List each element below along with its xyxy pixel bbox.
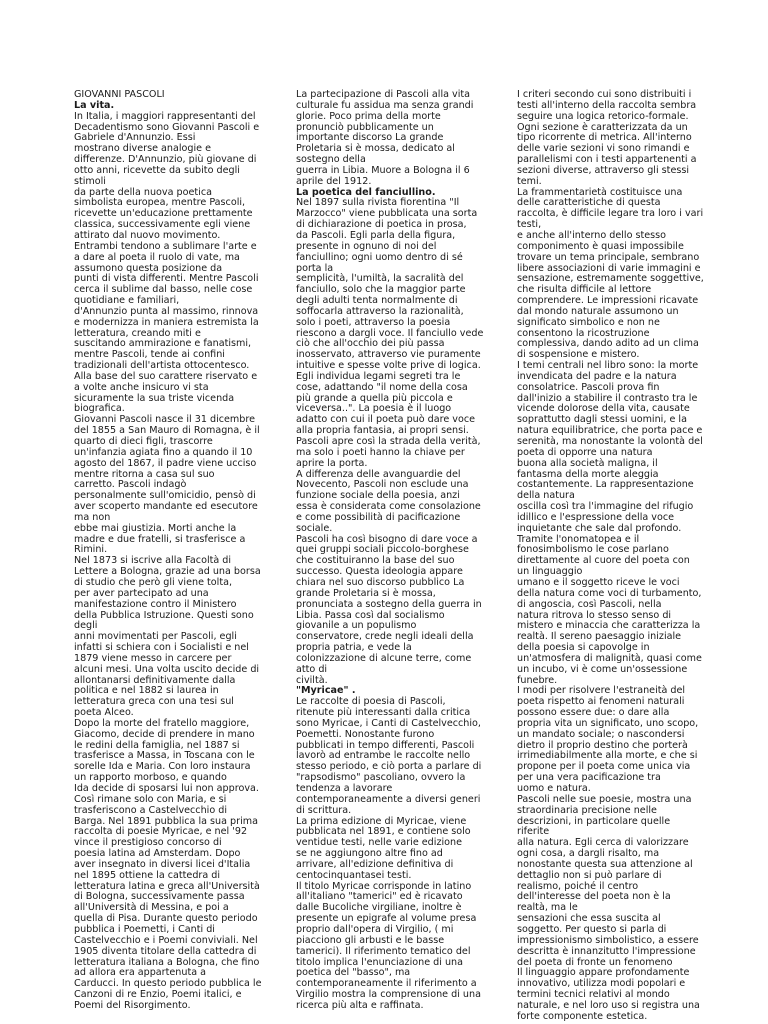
text-line: ebbe mai giustizia. Morti anche la	[74, 522, 237, 534]
text-line: inquietante che sale dal profondo.	[517, 522, 682, 534]
text-line: quarto di dieci figli, trascorre	[74, 436, 213, 447]
text-line: contemporaneamente il riferimento a	[296, 978, 477, 990]
text-line: aprile del 1912.	[296, 175, 372, 187]
text-line: dettaglio non si può parlare di	[517, 869, 662, 881]
text-line: delle varie sezioni vi sono rimandi e	[517, 143, 690, 155]
text-line: presente in ognuno di noi del	[296, 240, 437, 252]
text-line: e anche all'interno dello stesso	[517, 229, 667, 241]
document-title: GIOVANNI PASCOLI	[74, 89, 165, 100]
text-line: "rapsodismo" pascoliano, ovvero la	[296, 772, 466, 784]
text-line: un linguaggio	[517, 566, 583, 578]
text-line: Proletaria si è mossa, dedicato al	[296, 143, 455, 155]
text-line: di angoscia, così Pascoli, nella	[517, 598, 662, 610]
text-line: piacciono gli arbusti e le basse	[296, 934, 445, 946]
text-line: La prima edizione di Myricae, viene	[296, 815, 467, 827]
text-line: della poesia si capovolge in	[517, 642, 650, 654]
text-line: da parte della nuova poetica	[74, 186, 212, 198]
text-line: inosservato, attraverso vie puramente	[296, 349, 481, 361]
text-line: libere associazioni di varie immagini e	[517, 262, 701, 274]
text-line: agosto del 1867, il padre viene ucciso	[74, 457, 257, 469]
text-line: parallelismi con i testi appartenenti a	[517, 154, 697, 166]
section-heading: La vita.	[74, 99, 115, 111]
text-line: di Bologna, successivamente passa	[74, 891, 245, 903]
text-line: straordinaria precisione nelle	[517, 804, 657, 816]
text-line: ricerca più alta e raffinata.	[296, 999, 424, 1011]
text-line: contemporaneamente a diversi generi	[296, 793, 481, 805]
text-line: fanciullino; ogni uomo dentro di sé	[296, 251, 463, 263]
text-line: un'atmosfera di malignità, quasi come	[517, 652, 702, 664]
text-line: mentre Pascoli, tende ai confini	[74, 349, 225, 361]
text-line: 1879 viene messo in carcere per	[74, 652, 232, 664]
text-line: un incubo, vi è come un'ossessione	[517, 663, 688, 675]
text-line: essa è considerata come consolazione	[296, 501, 481, 513]
text-line: ogni cosa, a dargli risalto, ma	[517, 848, 660, 860]
text-line: attirato dal nuovo movimento.	[74, 229, 221, 241]
text-line: quei gruppi sociali piccolo-borghese	[296, 544, 469, 556]
text-line: Le raccolte di poesia di Pascoli,	[296, 696, 446, 708]
text-line: invendicata del padre e la natura	[517, 370, 677, 382]
text-line: suscitando ammirazione e fanatismi,	[74, 338, 252, 350]
text-line: poesia latina ad Amsterdam. Dopo	[74, 848, 241, 860]
text-line: funebre.	[517, 674, 558, 686]
text-line: titolo implica l'enunciazione di una	[296, 956, 463, 968]
text-line: tamerici). Il riferimento tematico del	[296, 945, 471, 957]
text-line: poetica del "basso", ma	[296, 967, 411, 979]
text-line: della natura	[517, 490, 575, 502]
text-line: sicuramente la sua triste vicenda	[74, 392, 235, 404]
text-line: descrizioni, in particolare quelle	[517, 815, 671, 827]
text-line: trasferisce a Massa, in Toscana con le	[74, 750, 255, 762]
text-line: letteratura italiana a Bologna, che fino	[74, 956, 260, 968]
text-line: ventidue testi, nelle varie edizione	[296, 837, 462, 849]
text-line: classica, successivamente egli viene	[74, 219, 251, 231]
text-line: dal mondo naturale assumono un	[517, 305, 679, 317]
text-line: aver insegnato in diversi licei d'Italia	[74, 858, 251, 870]
text-line: buona alla società maligna, il	[517, 457, 658, 469]
text-line: Marzocco" viene pubblicata una sorta	[296, 208, 478, 220]
text-line: impressionismo simbolistico, a essere	[517, 934, 699, 946]
text-line: cerca il sublime dal basso, nelle cose	[74, 284, 253, 296]
text-line: dall'inizio a stabilire il contrasto tra le	[517, 392, 698, 404]
text-line: raccolta, è difficile legare tra loro i vari	[517, 208, 704, 220]
text-line: I temi centrali nel libro sono: la morte	[517, 360, 699, 372]
text-line: fantasma della morte aleggia	[517, 468, 659, 480]
text-line: Così rimane solo con Maria, e si	[74, 793, 227, 805]
text-line: oscilla così tra l'immagine del rifugio	[517, 501, 694, 513]
text-line: Rimini.	[74, 544, 108, 556]
text-line: civiltà.	[296, 674, 328, 686]
text-line: poeta di opporre una natura	[517, 446, 653, 458]
text-line: ricevette un'educazione prettamente	[74, 208, 253, 220]
text-line: sorelle Ida e Maria. Con loro instaura	[74, 761, 251, 773]
text-line: trovare un tema principale, sembrano	[517, 251, 700, 263]
text-line: tradizionali dell'artista ottocentesco.	[74, 360, 250, 372]
text-column-3	[517, 90, 722, 1023]
text-line: La frammentarietà costituisce una	[517, 186, 683, 198]
text-line: sostegno della	[296, 154, 366, 166]
text-line: anni movimentati per Pascoli, egli	[74, 631, 237, 643]
text-line: un rapporto morboso, e quando	[74, 772, 227, 784]
text-line: degli adulti tenta normalmente di	[296, 295, 458, 307]
text-line: significato simbolico e non ne	[517, 316, 660, 328]
text-line: alla propria fantasia, ai propri sensi.	[296, 425, 469, 437]
text-line: madre e due fratelli, si trasferisce a	[74, 533, 246, 545]
text-line: costantemente. La rappresentazione	[517, 479, 694, 491]
text-line: descritta è innanzitutto l'impressione	[517, 945, 696, 957]
text-line: Il titolo Myricae corrisponde in latino	[296, 880, 472, 892]
text-line: sezioni diverse, attraverso gli stessi	[517, 164, 690, 176]
text-line: alcuni mesi. Una volta uscito decide di	[74, 663, 260, 675]
text-line: poeta Alceo.	[74, 707, 134, 719]
text-line: Canzoni di re Enzio, Poemi italici, e	[74, 989, 242, 1001]
text-line: manifestazione contro il Ministero	[74, 598, 237, 610]
text-line: Gabriele d'Annunzio. Essi	[74, 132, 196, 144]
text-line: che risulta difficile al lettore	[517, 284, 652, 296]
text-line: La partecipazione di Pascoli alla vita	[296, 89, 471, 100]
text-line: Castelvecchio e i Poemi conviviali. Nel	[74, 934, 258, 946]
text-line: aprire la porta.	[296, 457, 368, 469]
text-line: A differenza delle avanguardie del	[296, 468, 461, 480]
text-line: Pascoli nelle sue poesie, mostra una	[517, 793, 692, 805]
text-line: pubblicata nel 1891, e contiene solo	[296, 826, 471, 838]
text-line: stimoli	[74, 175, 106, 187]
text-line: letteratura latina e greca all'Università	[74, 880, 260, 892]
text-line: di dichiarazione di poetica in prosa,	[296, 219, 467, 231]
text-line: soffocarla attraverso la razionalità,	[296, 305, 464, 317]
text-line: successo. Questa ideologia appare	[296, 566, 463, 578]
text-line: fonosimbolismo le cose parlano	[517, 544, 669, 556]
text-column-1	[74, 90, 274, 1012]
text-line: consolatrice. Pascoli prova fin	[517, 381, 660, 393]
text-line: culturale fu assidua ma senza grandi	[296, 99, 474, 111]
text-line: Egli individua legami segreti tra le	[296, 370, 461, 382]
text-line: Tramite l'onomatopea e il	[517, 533, 640, 545]
text-line: atto di	[296, 663, 328, 675]
text-line: a volte anche insicuro vi sta	[74, 381, 209, 393]
text-line: le redini della famiglia, nel 1887 si	[74, 739, 240, 751]
text-line: natura ritrova lo stesso senso di	[517, 609, 672, 621]
text-line: Dopo la morte del fratello maggiore,	[74, 717, 250, 729]
text-line: natura equilibratrice, che porta pace e	[517, 425, 703, 437]
text-line: assumono questa posizione da	[74, 262, 223, 274]
text-line: forte componente estetica.	[517, 1010, 648, 1022]
text-line: dell'interesse del poeta non è la	[517, 891, 671, 903]
text-line: adatto con cui il poeta può dare voce	[296, 414, 476, 426]
text-line: semplicità, l'umiltà, la sacralità del	[296, 273, 464, 285]
text-line: In Italia, i maggiori rappresentanti del	[74, 110, 256, 122]
text-line: nel 1895 ottiene la cattedra di	[74, 869, 221, 881]
text-line: pronunciò pubblicamente un	[296, 121, 434, 133]
text-line: uomo e natura.	[517, 783, 591, 794]
text-line: Barga. Nel 1891 pubblica la sua prima	[74, 815, 258, 827]
text-line: vince il prestigioso concorso di	[74, 837, 222, 849]
text-line: giovanile a un populismo	[296, 620, 417, 632]
text-line: porta la	[296, 262, 334, 274]
text-line: Giovanni Pascoli nasce il 31 dicembre	[74, 414, 255, 426]
text-line: consentono la ricostruzione	[517, 327, 650, 339]
text-line: importante discorso La grande	[296, 132, 444, 144]
text-line: nonostante questa sua attenzione al	[517, 858, 693, 870]
text-line: propria vita un significato, uno scopo,	[517, 717, 699, 729]
text-line: centocinquantasei testi.	[296, 869, 412, 881]
text-line: arrivare, all'edizione definitiva di	[296, 858, 454, 870]
text-line: cose, adattando "il nome della cosa	[296, 381, 468, 393]
text-line: Carducci. In questo periodo pubblica le	[74, 978, 262, 990]
text-line: d'Annunzio punta al massimo, rinnova	[74, 305, 259, 317]
text-line: all'Università di Messina, e poi a	[74, 902, 229, 914]
text-line: di studio che però gli viene tolta,	[74, 576, 233, 588]
text-line: innovativo, utilizza modi popolari e	[517, 978, 686, 990]
text-line: poeta rispetto ai fenomeni naturali	[517, 696, 685, 708]
text-line: irrimediabilmente alla morte, e che si	[517, 750, 698, 762]
text-line: punti di vista differenti. Mentre Pascoli	[74, 273, 259, 285]
text-line: Virgilio mostra la comprensione di una	[296, 989, 481, 1001]
text-line: otto anni, ricevette da subito degli	[74, 164, 240, 176]
text-line: per aver partecipato ad una	[74, 587, 209, 599]
text-line: dalle Bucoliche virgiliane, inoltre è	[296, 902, 462, 914]
text-line: mostrano diverse analogie e	[74, 143, 212, 155]
text-line: degli	[74, 620, 98, 632]
text-line: ritenute più interessanti dalla critica	[296, 707, 471, 719]
text-line: di scrittura.	[296, 804, 352, 816]
text-line: Poemetti. Nonostante furono	[296, 728, 435, 740]
text-line: Nel 1873 si iscrive alla Facoltà di	[74, 555, 232, 567]
text-line: seguire una logica retorico-formale.	[517, 110, 689, 122]
text-line: e come possibilità di pacificazione	[296, 511, 461, 523]
text-line: temi.	[517, 175, 542, 187]
text-line: ad allora era appartenuta a	[74, 967, 207, 979]
text-line: riferite	[517, 826, 550, 838]
text-line: sensazione, estremamente soggettive,	[517, 273, 704, 285]
text-column-2	[296, 90, 499, 1012]
text-line: ma non	[74, 511, 111, 523]
text-line: direttamente al cuore del poeta con	[517, 555, 690, 567]
text-line: realtà. Il sereno paesaggio iniziale	[517, 631, 682, 643]
text-line: grande Proletaria si è mossa,	[296, 587, 436, 599]
text-line: se ne aggiungono altre fino ad	[296, 848, 443, 860]
text-line: I modi per risolvere l'estraneità del	[517, 685, 686, 697]
text-line: raccolta di poesie Myricae, e nel '92	[74, 826, 248, 838]
text-line: vicende dolorose della vita, causate	[517, 403, 690, 415]
text-line: intuitive e spesse volte prive di logica.	[296, 360, 481, 372]
text-line: colonizzazione di alcune terre, come	[296, 652, 472, 664]
text-line: soprattutto dagli stessi uomini, e la	[517, 414, 687, 426]
section-heading: La poetica del fanciullino.	[296, 186, 436, 198]
text-line: personalmente sull'omicidio, pensò di	[74, 490, 256, 502]
text-line: glorie. Poco prima della morte	[296, 110, 441, 122]
text-line: quotidiane e familiari,	[74, 295, 180, 307]
text-line: solo i poeti, attraverso la poesia	[296, 316, 451, 328]
text-line: un'infanzia agiata fino a quando il 10	[74, 446, 253, 458]
text-line: viceversa..". La poesia è il luogo	[296, 403, 452, 415]
text-line: presente un epigrafe al volume presa	[296, 913, 477, 925]
text-line: e modernizza in maniera estremista la	[74, 316, 259, 328]
text-line: fanciullo, solo che la maggior parte	[296, 284, 466, 296]
text-line: da Pascoli. Egli parla della figura,	[296, 229, 456, 241]
text-line: alla natura. Egli cerca di valorizzare	[517, 837, 689, 849]
text-line: simbolista europea, mentre Pascoli,	[74, 197, 246, 209]
text-line: del poeta di fronte un fenomeno	[517, 956, 673, 968]
text-line: un mandato sociale; o nascondersi	[517, 728, 685, 740]
text-line: letteratura greca con una tesi sul	[74, 696, 234, 708]
text-line: complessiva, dando adito ad un clima	[517, 338, 699, 350]
text-line: proprio dall'opera di Virgilio, ( mi	[296, 923, 454, 935]
text-line: aver scoperto mandante ed esecutore	[74, 501, 258, 513]
text-line: ma solo i poeti hanno la chiave per	[296, 446, 465, 458]
text-line: umano e il soggetto riceve le voci	[517, 576, 680, 588]
text-line: pubblicati in tempo differenti, Pascoli	[296, 739, 475, 751]
text-line: tipo ricorrente di metrica. All'interno	[517, 132, 692, 144]
text-line: realismo, poiché il centro	[517, 880, 639, 892]
text-line: Giacomo, decide di prendere in mano	[74, 728, 255, 740]
text-line: Ida decide di sposarsi lui non approva.	[74, 783, 259, 794]
text-line: tendenza a lavorare	[296, 783, 393, 794]
text-line: mistero e minaccia che caratterizza la	[517, 620, 701, 632]
section-heading: "Myricae" .	[296, 685, 356, 697]
text-line: serenità, ma nonostante la volontà del	[517, 436, 703, 447]
text-line: stesso periodo, e ciò porta a parlare di	[296, 761, 482, 773]
text-line: Nel 1897 sulla rivista fiorentina "Il	[296, 197, 460, 209]
text-line: infatti si schiera con i Socialisti e nel	[74, 642, 249, 654]
text-line: allontanarsi definitivamente dalla	[74, 674, 236, 686]
text-line: della Pubblica Istruzione. Questi sono	[74, 609, 254, 621]
text-line: dietro il proprio destino che porterà	[517, 739, 688, 751]
text-line: all'italiano "tamerici" ed è ricavato	[296, 891, 463, 903]
text-line: a dare al poeta il ruolo di vate, ma	[74, 251, 240, 263]
text-line: Poemi del Risorgimento.	[74, 999, 191, 1011]
text-line: carretto. Pascoli indagò	[74, 479, 187, 491]
text-line: Il linguaggio appare profondamente	[517, 967, 690, 979]
text-line: componimento è quasi impossibile	[517, 240, 684, 252]
text-line: Entrambi tendono a sublimare l'arte e	[74, 240, 257, 252]
text-line: riescono a dargli voce. Il fanciullo vede	[296, 327, 484, 339]
text-line: propria patria, e vede la	[296, 642, 412, 654]
text-line: delle caratteristiche di questa	[517, 197, 661, 209]
text-line: pronunciata a sostegno della guerra in	[296, 598, 482, 610]
text-line: politica e nel 1882 si laurea in	[74, 685, 219, 697]
text-line: della natura come voci di turbamento,	[517, 587, 702, 599]
text-line: funzione sociale della poesia, anzi	[296, 490, 460, 502]
text-line: Ogni sezione è caratterizzata da un	[517, 121, 688, 133]
text-line: possono essere due: o dare alla	[517, 707, 670, 719]
text-line: Alla base del suo carattere riservato e	[74, 370, 258, 382]
text-line: Libia. Passa così dal socialismo	[296, 609, 445, 621]
text-line: testi all'interno della raccolta sembra	[517, 99, 697, 111]
text-line: per una vera pacificazione tra	[517, 772, 661, 784]
text-line: sono Myricae, i Canti di Castelvecchio,	[296, 717, 481, 729]
text-line: lavorò ad entrambe le raccolte nello	[296, 750, 471, 762]
text-line: idillico e l'espressione della voce	[517, 511, 675, 523]
text-line: Decadentismo sono Giovanni Pascoli e	[74, 121, 260, 133]
text-line: ciò che all'occhio dei più passa	[296, 338, 445, 350]
text-line: mentre ritorna a casa sul suo	[74, 468, 215, 480]
text-line: 1905 diventa titolare della cattedra di	[74, 945, 257, 957]
text-line: Pascoli apre così la strada della verità,	[296, 436, 481, 447]
text-line: termini tecnici relativi al mondo	[517, 989, 670, 1001]
text-line: quella di Pisa. Durante questo periodo	[74, 913, 258, 925]
text-line: conservatore, crede negli ideali della	[296, 631, 474, 643]
text-line: Pascoli ha così bisogno di dare voce a	[296, 533, 478, 545]
text-line: testi,	[517, 219, 542, 231]
text-line: sociale.	[296, 522, 333, 534]
text-line: biografica.	[74, 403, 125, 415]
text-line: letteratura, creando miti e	[74, 327, 201, 339]
text-line: guerra in Libia. Muore a Bologna il 6	[296, 164, 470, 176]
text-line: più grande a quella più piccola e	[296, 392, 453, 404]
text-line: propone per il poeta come unica via	[517, 761, 691, 773]
text-line: sensazioni che essa suscita al	[517, 913, 661, 925]
text-line: comprendere. Le impressioni ricavate	[517, 295, 699, 307]
text-line: Lettere a Bologna, grazie ad una borsa	[74, 566, 261, 578]
text-line: differenze. D'Annunzio, più giovane di	[74, 154, 257, 166]
text-line: naturale, e nel loro uso si registra una	[517, 999, 700, 1011]
text-line: trasferiscono a Castelvecchio di	[74, 804, 227, 816]
text-line: di sospensione e mistero.	[517, 349, 640, 361]
text-line: soggetto. Per questo si parla di	[517, 923, 667, 935]
text-line: realtà, ma le	[517, 902, 578, 914]
text-line: che costituiranno la base del suo	[296, 555, 455, 567]
text-line: chiara nel suo discorso pubblico La	[296, 576, 465, 588]
text-line: Novecento, Pascoli non esclude una	[296, 479, 469, 491]
text-line: I criteri secondo cui sono distribuiti i	[517, 89, 692, 100]
text-line: del 1855 a San Mauro di Romagna, è il	[74, 425, 260, 437]
text-line: pubblica i Poemetti, i Canti di	[74, 923, 215, 935]
